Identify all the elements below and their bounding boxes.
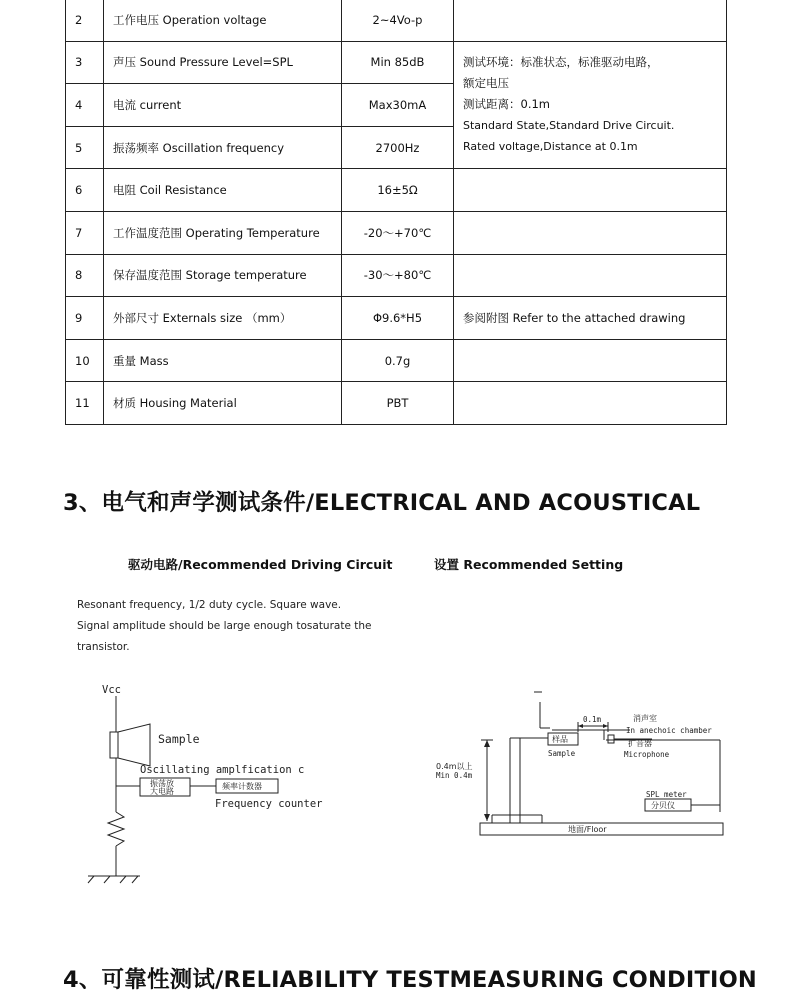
osc-box-line: 大电路	[150, 787, 174, 796]
row-number: 7	[66, 211, 104, 254]
recommended-setting-diagram	[430, 688, 740, 840]
sample-cn-label: 样品	[552, 735, 568, 744]
spec-table	[65, 0, 727, 425]
item-name: 工作电压 Operation voltage	[104, 0, 342, 41]
row-number: 9	[66, 297, 104, 340]
remark-line: 额定电压	[463, 76, 509, 91]
spl-cn-label: 分贝仪	[651, 801, 675, 810]
table-row	[66, 0, 727, 41]
height-cn-label: 0.4m以上	[436, 762, 473, 771]
size-remark: 参阅附图 Refer to the attached drawing	[454, 297, 727, 340]
row-number: 11	[66, 382, 104, 425]
item-name: 工作温度范围 Operating Temperature	[104, 211, 342, 254]
item-value: Min 85dB	[342, 41, 454, 84]
remark-cell	[454, 0, 727, 41]
remark-cell	[454, 211, 727, 254]
frequency-counter-label: Frequency counter	[215, 798, 323, 810]
test-condition-remark	[454, 41, 727, 169]
driving-circuit-diagram	[70, 680, 360, 885]
remark-line: 测试距离：0.1m	[463, 97, 550, 112]
remark-cell	[454, 382, 727, 425]
item-name: 电阻 Coil Resistance	[104, 169, 342, 212]
row-number: 4	[66, 84, 104, 127]
microphone-cn-label: 扩音器	[628, 739, 652, 748]
description-line: Signal amplitude should be large enough tosaturate the	[77, 620, 372, 632]
vcc-label: Vcc	[102, 684, 121, 696]
item-value: 0.7g	[342, 339, 454, 382]
table-row	[66, 382, 727, 425]
row-number: 8	[66, 254, 104, 297]
item-value: -30～+80℃	[342, 254, 454, 297]
item-name: 振荡频率 Oscillation frequency	[104, 126, 342, 169]
sample-label: Sample	[158, 732, 200, 746]
remark-line: 测试环境：标准状态，标准驱动电路，	[463, 55, 659, 70]
floor-label: 地面/Floor	[568, 825, 607, 834]
remark-line: Standard State,Standard Drive Circuit.	[463, 119, 675, 133]
remark-cell	[454, 169, 727, 212]
item-value: PBT	[342, 382, 454, 425]
item-value: -20～+70℃	[342, 211, 454, 254]
table-row	[66, 339, 727, 382]
item-name: 电流 current	[104, 84, 342, 127]
item-value: 2700Hz	[342, 126, 454, 169]
item-value: Max30mA	[342, 84, 454, 127]
item-value: Φ9.6*H5	[342, 297, 454, 340]
microphone-en-label: Microphone	[624, 750, 670, 759]
row-number: 2	[66, 0, 104, 41]
table-row	[66, 297, 727, 340]
table-row	[66, 169, 727, 212]
spl-en-label: SPL meter	[646, 790, 687, 799]
distance-label: 0.1m	[583, 715, 602, 724]
remark-line: Rated voltage,Distance at 0.1m	[463, 140, 638, 154]
table-row	[66, 41, 727, 84]
item-name: 声压 Sound Pressure Level=SPL	[104, 41, 342, 84]
item-name: 重量 Mass	[104, 339, 342, 382]
section-heading-reliability: 4、可靠性测试/RELIABILITY TESTMEASURING CONDITION	[63, 967, 757, 993]
sample-en-label: Sample	[548, 749, 576, 758]
row-number: 10	[66, 339, 104, 382]
description-line: Resonant frequency, 1/2 duty cycle. Square wave.	[77, 599, 342, 611]
chamber-en-label: In anechoic chamber	[626, 726, 712, 735]
item-value: 2~4Vo-p	[342, 0, 454, 41]
oscillating-label: Oscillating amplfication c	[140, 764, 305, 776]
item-name: 材质 Housing Material	[104, 382, 342, 425]
section-heading-electrical: 3、电气和声学测试条件/ELECTRICAL AND ACOUSTICAL	[63, 490, 701, 516]
row-number: 3	[66, 41, 104, 84]
row-number: 5	[66, 126, 104, 169]
remark-cell	[454, 339, 727, 382]
driving-circuit-title: 驱动电路/Recommended Driving Circuit	[128, 557, 393, 572]
height-en-label: Min 0.4m	[436, 771, 473, 780]
chamber-cn-label: 消声室	[633, 714, 657, 723]
description-line: transistor.	[77, 641, 130, 653]
remark-cell	[454, 254, 727, 297]
item-name: 外部尺寸 Externals size （mm）	[104, 297, 342, 340]
counter-box-label: 频率计数器	[222, 782, 262, 791]
table-row	[66, 211, 727, 254]
osc-box-line: 振荡放	[150, 779, 174, 788]
row-number: 6	[66, 169, 104, 212]
table-row	[66, 254, 727, 297]
item-name: 保存温度范围 Storage temperature	[104, 254, 342, 297]
recommended-setting-title: 设置 Recommended Setting	[434, 557, 624, 572]
item-value: 16±5Ω	[342, 169, 454, 212]
